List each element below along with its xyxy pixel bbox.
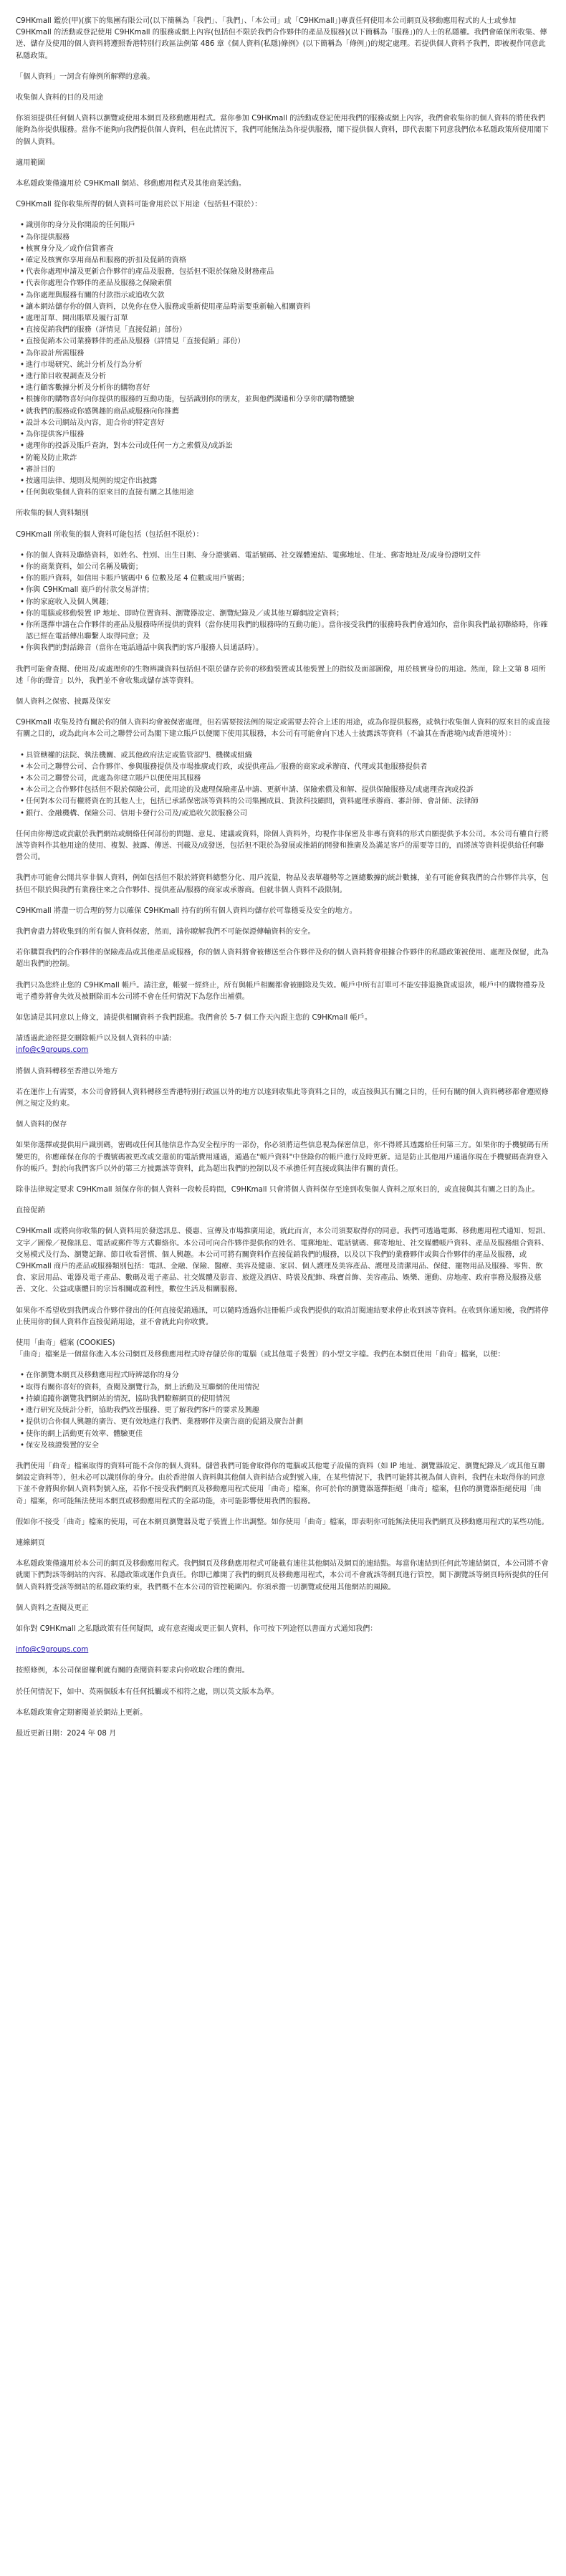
list-item: • 為你提供客戶服務 (20, 429, 550, 441)
security-paragraph-2: 我們會盡力將收集到的所有個人資料保密，然而，請你瞭解我們不可能保證傳輸資料的安全。 (16, 928, 315, 936)
transfer-paragraph-2: 任何由你傳送或貢獻於我們網站或網絡任何部份的問題、意見、建議或資料，除個人資料外，均視作非保密及非專有資料的形式自願提供予本公司。本公司有權自行將該等資料作其他用途的使用、複製、披露、傳送、刊載及/或發送，包括但不限於為發展或推銷的開發和推廣及為滿足客戶的需要等目的，而將該等資料提供給任何聯營公司。 (16, 830, 549, 862)
language-paragraph: 於任何情況下，如中、英兩個版本有任何抵觸或不相符之處，則以英文版本為準。 (16, 1687, 279, 1696)
list-item: • 設計本公司網站及內容，迎合你的特定喜好 (20, 418, 550, 429)
purpose-heading: 收集個人資料的目的及用途 (16, 94, 104, 102)
direct-marketing-heading: 直接促銷 (16, 1207, 45, 1215)
list-item: • 按適用法律、規則及規例的規定作出披露 (20, 476, 550, 487)
cookies-paragraph-2: 我們使用「曲奇」檔案取得的資料可能不含你的個人資料。儲曾我們可能會取得你的電腦或其他電子設備的資料（如 IP 地址、瀏覽器設定、瀏覽紀錄及／或其他互聯網設定資料等），但未必可以識別你的身分。由於香港個人資料與其他個人資料結合或對號入座，在某些情況下，我們可能將其視為個人資料，我們在未取得你的同意下並不會將與你個人資料對號入座，若你不接受我們網頁及移動應用程式使用「曲奇」檔案，你可於你的瀏覽器選擇拒絕「曲奇」檔案，但你的瀏覽器拒絕使用「曲奇」檔案，你可能無法使用本網頁或移動應用程式的全部功能，亦可能影響使用我們的服務。 (16, 1462, 545, 1505)
access-email-link[interactable]: info@c9groups.com (16, 1646, 89, 1655)
transfer-paragraph: C9HKmall 收集及持有關於你的個人資料均會被保密處理，但若需要按法例的規定或需要去符合上述的用途，或為你提供服務，或執行收集個人資料的原來目的或直接有關之目的，或為此向本公司之聯營公司為閣下建立賬戶以便閣下使用其服務，本公司有可能會向下述人士披露該等資料（不論其在香港境內或香港境外）： (16, 719, 550, 739)
list-item: • 銀行、金融機構、保險公司、信用卡發行公司及/或追收欠款服務公司 (20, 808, 550, 820)
security-paragraph-5: 如您請是其同意以上條文，請提供相關資料予我們跟進。我們會於 5-7 個工作天內跟主您的 C9HKmall 帳戶。 (16, 1014, 373, 1023)
types-intro: C9HKmall 所收集的個人資料可能包括（包括但不限於）： (16, 530, 203, 539)
list-item: • 本公司之聯營公司、合作夥伴、參與服務提供及市場推廣或行政，或提供產品／服務的商家或承辦商、代理或其他服務提供者 (20, 762, 550, 773)
list-item: • 保安及核證裝置的安全 (20, 1440, 550, 1452)
list-item: • 識別你的身分及你開設的任何賬戶 (20, 220, 550, 231)
direct-marketing-paragraph-2: 如果你不希望收到我們或合作夥伴發出的任何直接促銷通訊，可以隨時透過你註冊帳戶或我們提供的取消訂閱連結要求停止收到該等資料。在收到你通知後，我們將停止使用你的個人資料作直接促銷用途，並不會就此向你收費。 (16, 1306, 549, 1326)
contact-email-link[interactable]: info@c9groups.com (16, 1046, 89, 1055)
access-paragraph-2: 按照條例，本公司保留權利就有關的查閱資料要求向你收取合理的費用。 (16, 1667, 249, 1675)
cookies-paragraph: 「曲奇」檔案是一個當你進入本公司網頁及移動應用程式時存儲於你的電腦（或其他電子裝置）的小型文字檔。我們在本網頁使用「曲奇」檔案，以便： (16, 1351, 505, 1359)
usage-list (16, 220, 550, 499)
cookies-list (16, 1370, 550, 1451)
access-heading: 個人資料之查閱及更正 (16, 1604, 89, 1612)
retention-heading: 個人資料的保存 (16, 1121, 67, 1129)
list-item: • 具管轄權的法院、執法機關、或其他政府法定或監管部門、機構或組織 (20, 750, 550, 762)
list-item: • 你的商業資料，如公司名稱及職銜； (20, 562, 550, 573)
list-item: • 就我們的服務或你感興趣的商品或服務向你推薦 (20, 406, 550, 418)
cookies-paragraph-3: 假如你不接受「曲奇」檔案的使用，可在本網頁瀏覽器及電子裝置上作出調整。如你使用「曲奇」檔案，即表明你可能無法使用我們網頁及移動應用程式的某些功能。 (16, 1518, 549, 1526)
transfer-hk-paragraph: 若在運作上有需要，本公司會將個人資料轉移至香港特別行政區以外的地方以達到收集此等資料之目的，或直接與其有關之目的，任何有關的個人資料轉移都會遵照條例之規定及約束。 (16, 1088, 549, 1109)
list-item: • 你的個人資料及聯絡資料，如姓名、性別、出生日期、身分證號碼、電話號碼、社交媒體連結、電郵地址、住址、郵寄地址及/或身份證明文件 (20, 550, 550, 562)
list-item: • 本公司之合作夥伴包括但不限於保險公司，此用途的及處理保險產品申請、更新申請、保險索償及和解、提供保險服務及/或處理查詢或投訴 (20, 785, 550, 796)
list-item: • 使你的網上活動更有效率、體驗更佳 (20, 1429, 550, 1440)
list-item: • 進行顧客數據分析及分析你的購物喜好 (20, 383, 550, 394)
list-item: • 直接促銷本公司業務夥伴的產品及服務（詳情見「直接促銷」部份） (20, 336, 550, 348)
list-item: • 讓本網站儲存你的個人資料，以免你在登入服務或重新使用產品時需要重新輸入相關資料 (20, 302, 550, 313)
list-item: • 你與 C9HKmall 商戶的付款交易詳情； (20, 585, 550, 596)
access-paragraph: 如你對 C9HKmall 之私隱政策有任何疑問，或有意查閱或更正個人資料，你可按下列途徑以書面方式通知我們： (16, 1624, 378, 1633)
list-item: • 確定及核實你享用商品和服務的折扣及促銷的資格 (20, 255, 550, 267)
retention-paragraph: 如果你選擇或提供用戶識別碼，密碼或任何其他信息作為安全程序的一部份，你必須將這些信息視為保密信息，你不得將其透露給任何第三方。如果你的手機號碼有所變更的，你應確保在你的手機號碼被更改或交還前的電話費用通過，通過在"帳戶資料"中登錄你的帳戶進行及時更新。這是防止其他用戶通過你現在手機號碼查詢登入你的帳戶。對於向我們客戶以外的第三方披露該等資料，此為超出我們的控制以及不承擔任何直接或與法律有關的責任。 (16, 1141, 549, 1173)
transfer-paragraph-3: 我們亦可能會公開共享非個人資料，例如包括但不限於將資料總整分化、用戶流量，物品及表單趨勢等之匯總數據的統計數據，並有可能會與我們的合作夥伴共享，包括但不限於與我們有業務往來之合作夥伴、提供產品/服務的商家或承辦商。但就非個人資料不設限制。 (16, 874, 549, 894)
list-item: • 你的電腦或移動裝置 IP 地址、即時位置資料、瀏覽器設定、瀏覽紀錄及／或其他互聯網設定資料； (20, 608, 550, 620)
list-item: • 根據你的購物喜好向你提供的服務的互動功能，包括識別你的朋友，並與他們溝通和分享你的購物體驗 (20, 394, 550, 406)
scope-paragraph: 本私隱政策僅適用於 C9HKmall 網站、移動應用程式及其他商業活動。 (16, 180, 246, 188)
transfer-heading: 個人資料之保密、披露及保安 (16, 697, 111, 706)
list-item: • 任何與收集個人資料的原來目的直接有關之其他用途 (20, 487, 550, 499)
contact-intro: 請透過此途徑提交刪除帳戶以及個人資料的申請: (16, 1035, 172, 1043)
list-item: • 你的賬戶資料，如信用卡賬戶號碼中 6 位數及尾 4 位數或用戶號碼； (20, 573, 550, 585)
list-item: • 代表你處理申請及更新合作夥伴的產品及服務，包括但不限於保險及財務產品 (20, 267, 550, 278)
list-item: • 處理你的投訴及賬戶查詢，對本公司或任何一方之索償及/或訴訟 (20, 441, 550, 452)
list-item: • 進行研究及統計分析，協助我們改善服務、更了解我們客戶的要求及興趣 (20, 1405, 550, 1417)
definition-paragraph: 「個人資料」一詞含有條例所解釋的意義。 (16, 72, 155, 81)
list-item: • 任何對本公司有權將資在的其他人士，包括已承諾保密該等資料的公司集團成員、貨款科技顧問，資料處理承辦商、審計師、會計師、法律師 (20, 796, 550, 808)
list-item: • 提供切合你個人興趣的廣告、更有效地進行我們、業務夥伴及廣告商的促銷及廣告計劃 (20, 1417, 550, 1428)
list-item: • 取得有關你喜好的資料，查閱及瀏覽行為，網上活動及互聯網的使用情況 (20, 1382, 550, 1394)
cookies-heading: 使用「曲奇」檔案 (COOKIES) (16, 1339, 115, 1348)
list-item: • 本公司之聯營公司，此處為你建立賬戶以便使用其服務 (20, 773, 550, 785)
list-item: • 為你處理與服務有關的付款指示或追收欠款 (20, 290, 550, 302)
list-item: • 代表你處理合作夥伴的產品及服務之保險索償 (20, 278, 550, 289)
direct-marketing-paragraph: C9HKmall 或將向你收集的個人資料用於發送訊息、優惠、宣傳及市場推廣用途，就此而言，本公司須要取得你的同意。我們可透過電郵、移動應用程式通知、短訊、文字／圖像／視像訊息、電話或郵件等方式聯絡你。本公司可向合作夥伴提供你的姓名、電郵地址、電話號碼、郵寄地址、社交媒體帳戶資料、產品及服務組合資料、交易模式及行為、瀏覽記錄、節目收看習慣、個人興趣。本公司可將有關資料作直接促銷我們的服務，以及以下我們的業務夥伴或與合作夥伴的產品及服務，或 C9HKmall 商戶的產品或服務類別包括：電訊、金融、保險、醫療、美容及健康、家居、個人護理及美容產品、護理及清潔用品、保健、寵物用品及服務、零售、飲食、家居用品、電器及電子產品、數碼及電子產品、社交媒體及影音、旅遊及酒店、時裝及配飾、珠寶首飾、美容產品、娛樂、運動、房地產、政府事務及服務及慈善、文化、公益或康體目的宗旨相關或盈利性，數位生活及相關服務。 (16, 1227, 550, 1294)
list-item: • 審計目的 (20, 464, 550, 476)
list-item: • 持續追蹤你瀏覽我們網站的情況，協助我們瞭解網頁的使用情況 (20, 1394, 550, 1405)
intro-paragraph: C9HKmall 鑑於(甲)(旗下的集團有限公司(以下簡稱為「我們」、「我們」、「本公司」或「C9HKmall」)專責任何使用本公司網頁及移動應用程式的人士或參加 C9HKmall 的活動或登記使用 C9HKmall 的服務或網上內容(包括但不限於我們合作夥伴的產品及服務)(以下簡稱為「服務」)的人士的私隱權。我們會確保所收集、傳送、儲存及使用的個人資料將遵照香港特別行政區法例第 486 章《個人資料(私隱)條例》(以下簡稱為「條例」)的規定處理。若提供個人資料予我們，即被視作同意此私隱政策。 (16, 17, 547, 60)
list-item: • 直接促銷我們的服務（詳情見「直接促銷」部份） (20, 325, 550, 336)
security-paragraph-3: 若你購買我們的合作夥伴的保險產品或其他產品或服務，你的個人資料將會被傳送至合作夥伴及你的個人資料將會根據合作夥伴的私隱政策被使用、處理及保留，此為超出我們的控制。 (16, 949, 549, 969)
list-item: • 你所選擇申請在合作夥伴的產品及服務時所提供的資料（當你使用我們的服務時的互動功能）。當你接受我們的服務時我們會通知你，當你與我們最初聯絡時，你確認已經在電話傳出聯繫人取得同意；及 (20, 620, 550, 643)
list-item: • 防範及防止欺詐 (20, 453, 550, 464)
update-paragraph: 本私隱政策會定期審閱並於網站上更新。 (16, 1708, 148, 1717)
security-paragraph: C9HKmall 將盡一切合理的努力以確保 C9HKmall 持有的所有個人資料均儲存於可靠穩妥及安全的地方。 (16, 906, 357, 915)
list-item: • 進行節目收視調查及分析 (20, 371, 550, 383)
list-item: • 你的家庭收入及個人興趣； (20, 597, 550, 608)
transfer-list (16, 750, 550, 820)
security-paragraph-4: 我們只為您終止您的 C9HKmall 帳戶。請注意，帳號一經終止，所有與帳戶相關都會被刪除及失效。帳戶中所有訂單可不能安排退換貨或退款，帳戶中的購物禮券及電子禮券將會失效及被刪除而本公司將不會在任何情況下為您作出補償。 (16, 981, 545, 1001)
last-updated: 最近更新日期：2024 年 08 月 (16, 1729, 117, 1738)
links-paragraph: 本私隱政策僅適用於本公司的網頁及移動應用程式。我們網頁及移動應用程式可能載有連往其他網站及網頁的連結點。每當你連結到任何此等連結網頁，本公司將不會就閣下們對該等網站的內容、私隱政策或運作負責任。你即已離開了我們的網頁及移動應用程式，本公司不會就該等網頁進行管控，閣下瀏覽該等網頁時所提供的任何個人資料將受該等網站的私隱政策約束，我們概不在本公司的管控範圍內。你須承擔一切瀏覽或使用其他網站的風險。 (16, 1560, 549, 1591)
retention-paragraph-2: 除非法律規定要求 C9HKmall 須保存你的個人資料一段較長時間，C9HKmall 只會將個人資料保存至達到收集個人資料之原來目的，或直接與其有關之目的為止。 (16, 1186, 539, 1194)
scope-heading: 適用範圍 (16, 158, 45, 167)
list-item: • 為你提供服務 (20, 232, 550, 244)
list-item: • 進行市場研究、統計分析及行為分析 (20, 360, 550, 371)
list-item: • 在你瀏覽本網頁及移動應用程式時辨認你的身分 (20, 1370, 550, 1382)
transfer-hk-heading: 將個人資料轉移至香港以外地方 (16, 1067, 118, 1076)
list-item: • 為你設計所需服務 (20, 348, 550, 360)
types-list (16, 550, 550, 655)
list-item: • 處理訂單、開出賬單及履行訂單 (20, 313, 550, 325)
types-heading: 所收集的個人資料類別 (16, 509, 89, 518)
list-item: • 你與我們的對話錄音（當你在電話通話中與我們的客戶服務人員通話時）。 (20, 643, 550, 654)
links-heading: 連線網頁 (16, 1538, 45, 1547)
purpose-paragraph: 你須須提供任何個人資料以瀏覽或使用本網頁及移動應用程式。當你參加 C9HKmall 的活動或登記使用我們的服務或網上內容，我們會收集你的個人資料的將使我們能夠為你提供服務。當你不能夠向我們提供個人資料，但在此情況下，我們可能無法為你提供服務，閣下提供個人資料，即代表閣下同意我們依本私隱政策所使用閣下的個人資料。 (16, 115, 549, 146)
usage-intro: C9HKmall 從你收集所得的個人資料可能會用於以下用途（包括但不限於）： (16, 201, 262, 209)
types-paragraph: 我們可能會查閱、使用及/或處理你的生物辨識資料包括但不限於儲存於你的移動裝置或其他裝置上的指紋及面部圖像，用於核實身份的用途。然而，除上文第 8 項所述「你的聲音」以外，我們並不會收集或儲存該等資料。 (16, 665, 546, 685)
list-item: • 核實身分及／或作信貸審查 (20, 244, 550, 255)
